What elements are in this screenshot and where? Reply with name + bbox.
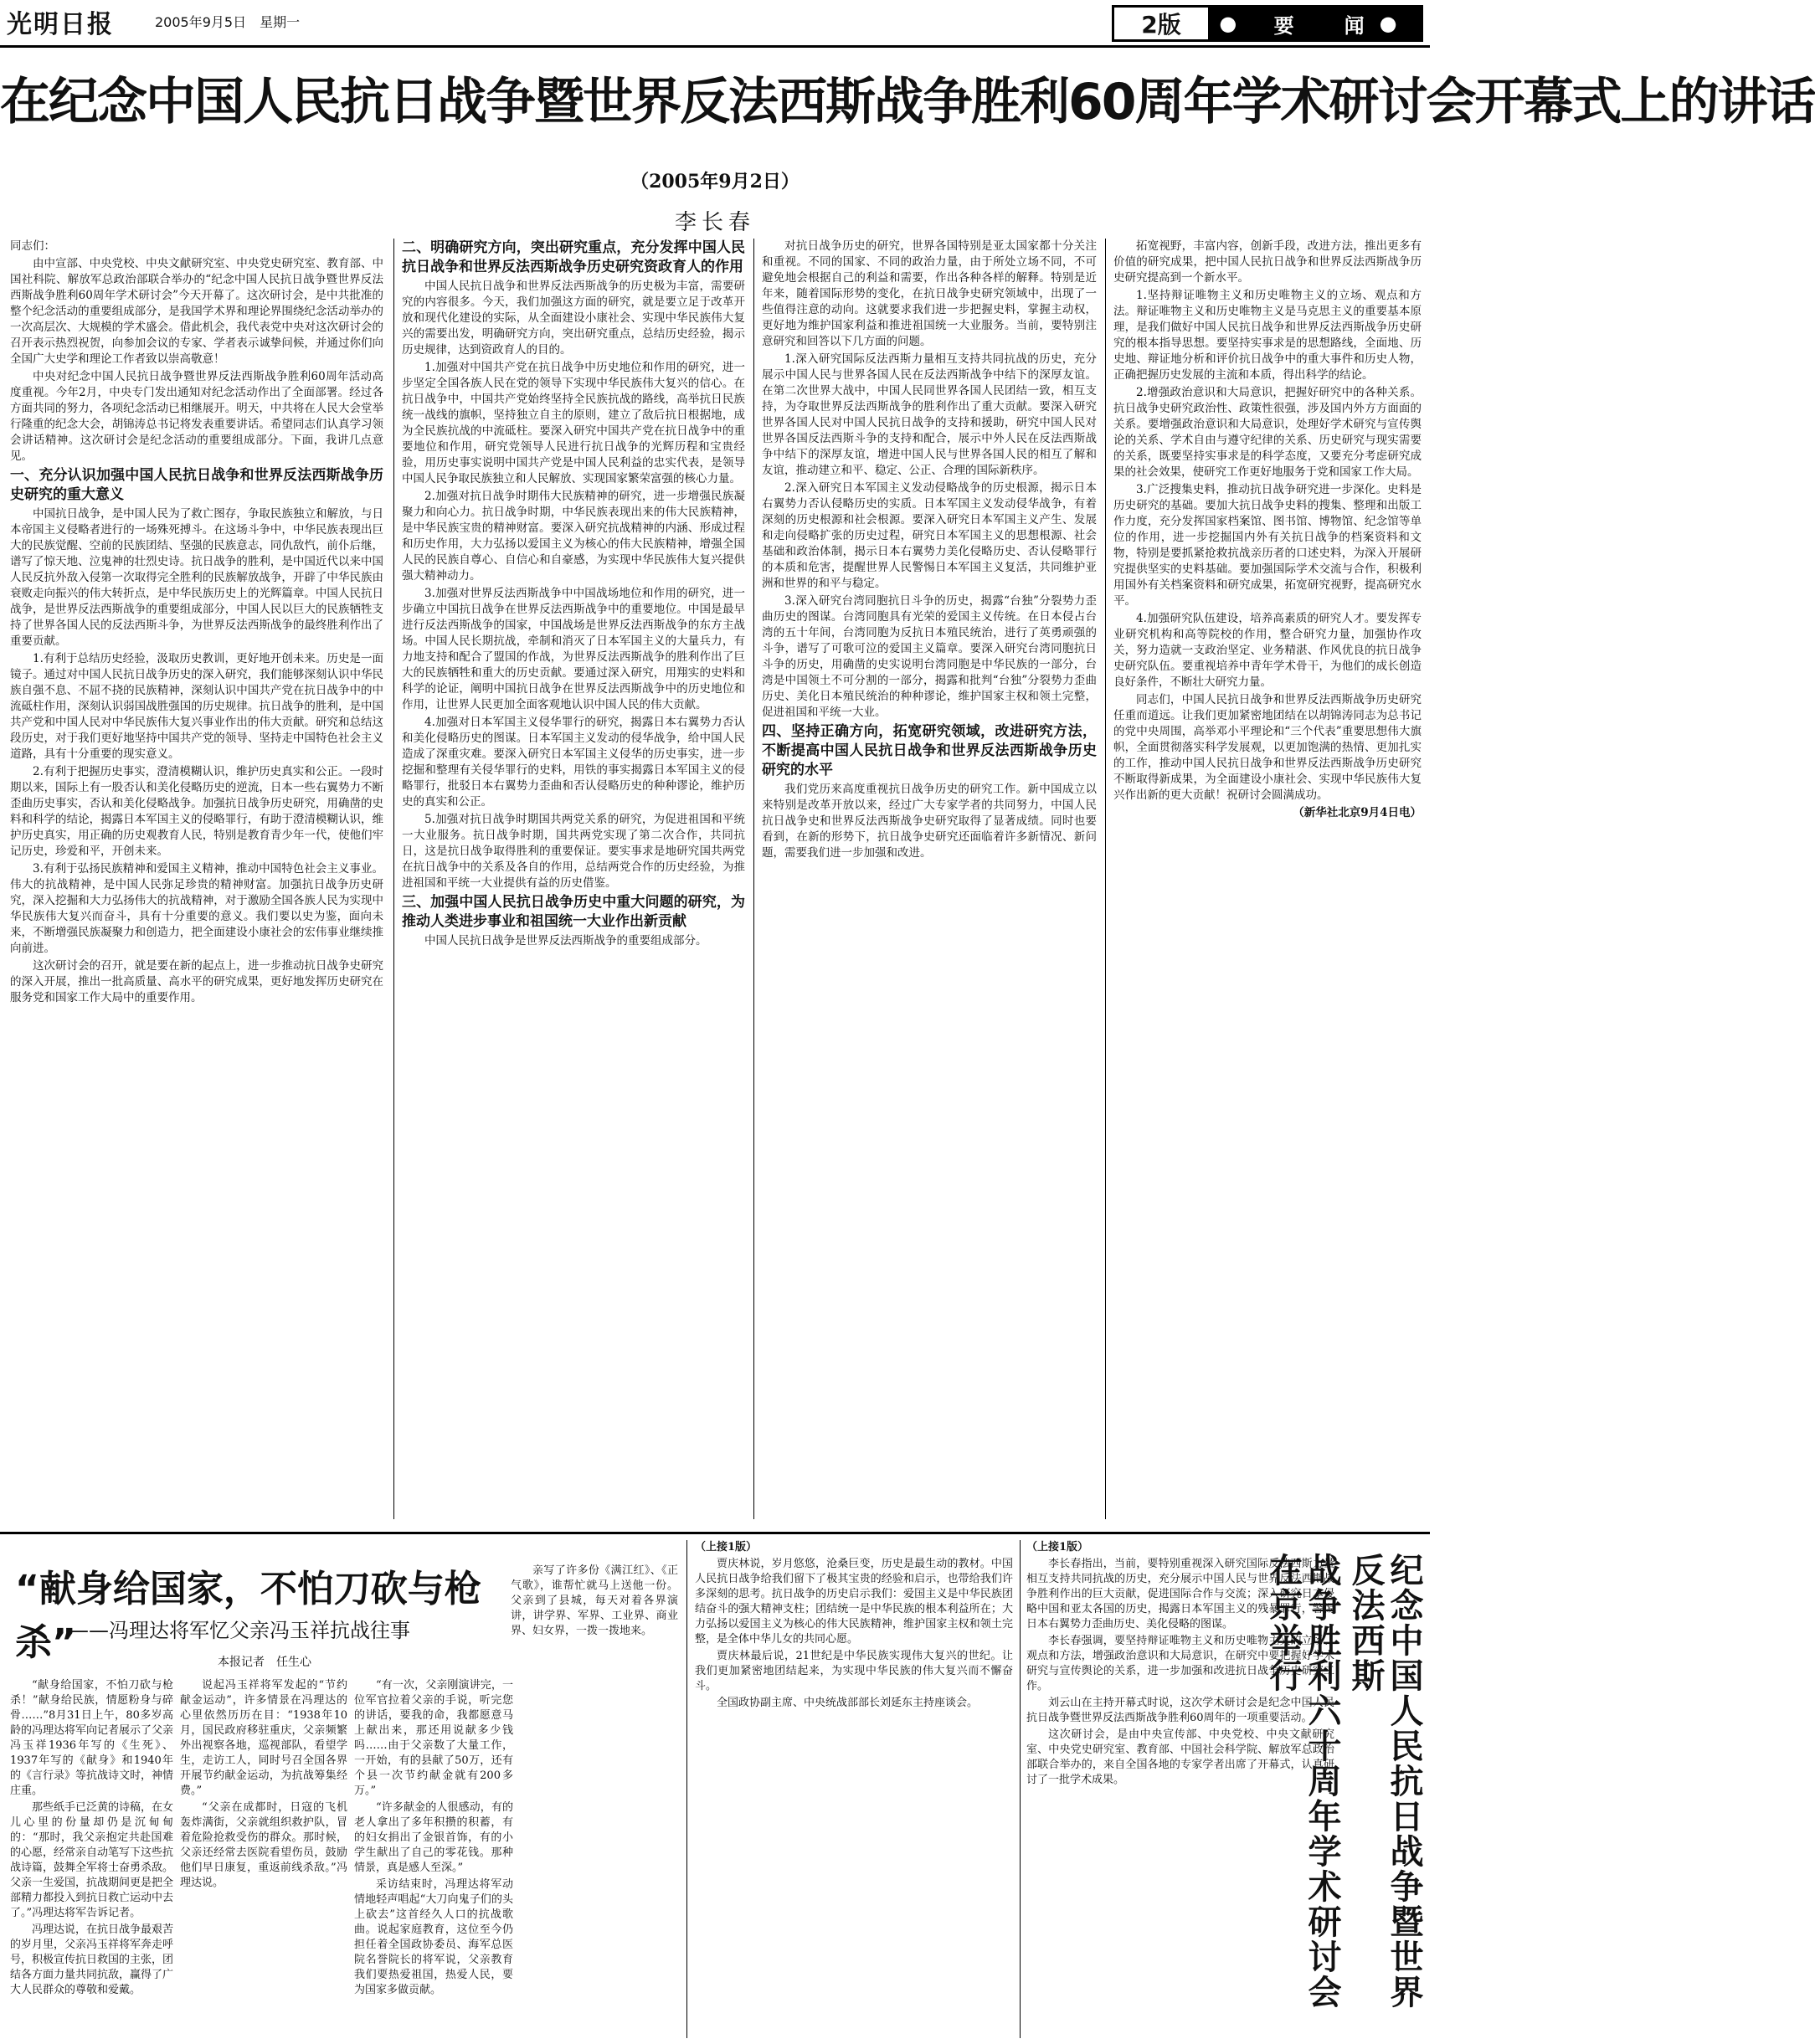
paragraph: 2.有利于把握历史事实，澄清模糊认识，维护历史真实和公正。一段时期以来，国际上有一股否认和美化侵略历史的逆流，日本一些右翼势力不断歪曲历史事实，否认和美化侵略战争。加强抗日战争历史研究，用确凿的史料和科学的结论，揭露日本军国主义的侵略罪行，有助于澄清模糊认识，维护历史真实，用正确的历史观教育人民，特别是教育青少年一代，使他们牢记历史，珍爱和平，开创未来。 <box>10 765 383 858</box>
article-author: 李长春 <box>674 210 755 235</box>
paragraph: 2.深入研究日本军国主义发动侵略战争的历史根源，揭示日本右翼势力否认侵略历史的实质。日本军国主义发动侵华战争，有着深刻的历史根源和社会根源。要深入研究日本军国主义产生、发展和走向侵略扩张的历史过程，研究日本军国主义的思想根源、社会基础和政治体制，揭示日本右翼势力美化侵略历史、否认侵略罪行的本质和危害，提醒世界人民警惕日本军国主义复活，共同维护亚洲和世界的和平与稳定。 <box>762 481 1097 590</box>
news-credit: （新华社北京9月4日电） <box>1293 806 1422 819</box>
paragraph: 同志们： <box>10 239 55 253</box>
paragraph: 由中宣部、中央党校、中央文献研究室、中央党史研究室、教育部、中国社科院、解放军总政治部联合举办的“纪念中国人民抗日战争暨世界反法西斯战争胜利60周年学术研讨会”今天开幕了。这次研讨会，是中共批准的整个纪念活动的重要组成部分，是我国学术界和理论界围绕纪念活动举办的一次高层次、大规模的学术盛会。借此机会，我代表党中央对这次研讨会的召开表示热烈祝贺，向参加会议的专家、学者表示诚挚问候，并通过你们向全国广大史学和理论工作者致以崇高敬意！ <box>10 257 383 366</box>
feature-headline: “献身给国家，不怕刀砍与枪杀” <box>15 1568 481 1664</box>
feature-column-1 <box>10 1678 173 2038</box>
column-divider <box>1020 1540 1021 2038</box>
section-name <box>1211 8 1421 39</box>
paragraph: 拓宽视野，丰富内容，创新手段，改进方法，推出更多有价值的研究成果，把中国人民抗日战争和世界反法西斯战争历史研究提高到一个新水平。 <box>1113 239 1422 285</box>
paragraph: 1.有利于总结历史经验，汲取历史教训，更好地开创未来。历史是一面镜子。通过对中国人民抗日战争历史的深入研究，我们能够深刻认识中华民族自强不息、不屈不挠的民族精神，深刻认识中国共产党在抗日战争中的中流砥柱作用，深刻认识弱国战胜强国的历史规律。抗日战争的胜利，是中国共产党和中国人民对中华民族伟大复兴事业作出的伟大贡献。研究和总结这段历史，对于我们更好地坚持中国共产党的领导、坚持走中国特色社会主义道路，具有十分重要的现实意义。 <box>10 652 383 761</box>
paragraph: 那些纸手已泛黄的诗稿，在女儿心里的份量却仍是沉甸甸的：“那时，我父亲抱定共赴国难的心愿，经常亲自动笔写下这些抗战诗篇，鼓舞全军将士奋勇杀敌。父亲一生爱国，抗战期间更是把全部精力都投入到抗日救亡运动中去了。”冯理达将军告诉记者。 <box>10 1801 174 1919</box>
paragraph: 这次研讨会，是由中央宣传部、中央党校、中央文献研究室、中央党史研究室、教育部、中国社会科学院、解放军总政治部联合举办的，来自全国各地的专家学者出席了开幕式，认真研讨了一批学术成果。 <box>1026 1728 1334 1786</box>
paragraph: 刘云山在主持开幕式时说，这次学术研讨会是纪念中国人民抗日战争暨世界反法西斯战争胜利60周年的一项重要活动。 <box>1026 1697 1334 1724</box>
section-subheading: 二、明确研究方向，突出研究重点，充分发挥中国人民抗日战争和世界反法西斯战争历史研究资政育人的作用 <box>402 239 745 275</box>
paragraph: （上接1版） <box>1026 1541 1089 1554</box>
feature-column-3 <box>354 1678 513 2038</box>
paragraph: 中国抗日战争，是中国人民为了救亡图存，争取民族独立和解放，与日本帝国主义侵略者进行的一场殊死搏斗。在这场斗争中，中华民族表现出巨大的民族觉醒、空前的民族团结、坚强的民族意志，同仇敌忾，前仆后继，谱写了惊天地、泣鬼神的壮烈史诗。抗日战争的胜利，是中国近代以来中国人民反抗外敌入侵第一次取得完全胜利的民族解放战争，开辟了中华民族由衰败走向振兴的伟大转折点，是中华民族历史上的光辉篇章。中国人民抗日战争，是世界反法西斯战争的重要组成部分，中国人民以巨大的民族牺牲支持了世界各国人民的反法西斯斗争，为世界反法西斯战争的最终胜利作出了重要贡献。 <box>10 507 383 648</box>
continued-column-1 <box>695 1540 1013 2038</box>
paragraph: 2.加强对抗日战争时期伟大民族精神的研究，进一步增强民族凝聚力和向心力。抗日战争时期，中华民族表现出来的伟大民族精神，是中华民族宝贵的精神财富。要深入研究抗战精神的内涵、形成过程和历史作用，大力弘扬以爱国主义为核心的伟大民族精神，增强全国人民的民族自尊心、自信心和自豪感，为实现中华民族伟大复兴提供强大精神动力。 <box>402 490 745 583</box>
paragraph: 3.加强对世界反法西斯战争中中国战场地位和作用的研究，进一步确立中国抗日战争在世界反法西斯战争中的重要地位。中国是最早进行反法西斯战争的国家，中国战场是世界反法西斯战争的东方主战场。中国人民长期抗战，牵制和消灭了日本军国主义的大量兵力，有力地支持和配合了盟国的作战，为世界反法西斯战争的胜利作出了巨大的民族牺牲和重大的历史贡献。要通过深入研究，用翔实的史料和科学的论证，阐明中国抗日战争在世界反法西斯战争中的历史地位和作用，让世界人民更加全面客观地认识中国人民的伟大贡献。 <box>402 587 745 711</box>
section-bullet-icon: ● <box>1219 12 1274 35</box>
paragraph: 1.深入研究国际反法西斯力量相互支持共同抗战的历史，充分展示中国人民与世界各国人民在反法西斯战争中结下的深厚友谊。在第二次世界大战中，中国人民同世界各国人民团结一致，相互支持，为夺取世界反法西斯战争的胜利作出了重大贡献。要深入研究世界各国人民对中国人民抗日战争的支持和援助，研究中国人民对世界各国反法西斯斗争的支持和配合，展示中外人民在反法西斯战争中结下的深厚友谊，增进中国人民与世界各国人民的相互了解和友谊，推动建立和平、稳定、公正、合理的国际新秩序。 <box>762 352 1097 477</box>
paragraph: 贾庆林最后说，21世纪是中华民族实现伟大复兴的世纪。让我们更加紧密地团结起来，为实现中华民族的伟大复兴而不懈奋斗。 <box>695 1650 1013 1692</box>
article-headline: 在纪念中国人民抗日战争暨世界反法西斯战争胜利60周年学术研讨会开幕式上的讲话 <box>0 73 1815 131</box>
column-divider <box>393 239 394 1519</box>
paragraph: 我们党历来高度重视抗日战争历史的研究工作。新中国成立以来特别是改革开放以来，经过广大专家学者的共同努力，中国人民抗日战争史和世界反法西斯战争史研究取得了显著成绩。同时也要看到，在新的形势下，抗日战争史研究还面临着许多新情况、新问题，需要我们进一步加强和改进。 <box>762 783 1097 860</box>
vertical-headline <box>1264 1553 1423 2038</box>
article-column-4 <box>1113 239 1422 1519</box>
paragraph: 中国人民抗日战争是世界反法西斯战争的重要组成部分。 <box>424 934 707 948</box>
article-column-3 <box>762 239 1097 1519</box>
paragraph: 全国政协副主席、中央统战部部长刘延东主持座谈会。 <box>717 1697 979 1709</box>
paragraph: 3.深入研究台湾同胞抗日斗争的历史，揭露“台独”分裂势力歪曲历史的图谋。台湾同胞具有光荣的爱国主义传统。在日本侵占台湾的五十年间，台湾同胞为反抗日本殖民统治，进行了英勇顽强的斗争，谱写了可歌可泣的爱国主义篇章。要深入研究台湾同胞抗日斗争的历史，用确凿的史实说明台湾同胞是中华民族的一部分，台湾是中国领土不可分割的一部分，揭露和批判“台独”分裂势力歪曲历史、美化日本殖民统治的种种谬论，维护国家主权和领土完整，促进祖国和平统一大业。 <box>762 594 1097 719</box>
section-subheading: 一、充分认识加强中国人民抗日战争和世界反法西斯战争历史研究的重大意义 <box>10 467 383 503</box>
paragraph: 冯理达说，在抗日战争最艰苦的岁月里，父亲冯玉祥将军奔走呼号，积极宣传抗日救国的主张，团结各方面力量共同抗敌，赢得了广大人民群众的尊敬和爱戴。 <box>10 1923 174 1996</box>
paragraph: 1.加强对中国共产党在抗日战争中历史地位和作用的研究，进一步坚定全国各族人民在党的领导下实现中华民族伟大复兴的信心。在抗日战争中，中国共产党始终坚持全民族抗战的路线，高举抗日民族统一战线的旗帜，坚持独立自主的原则，建立了敌后抗日根据地，成为全民族抗战的中流砥柱。要深入研究中国共产党在抗日战争中的重要地位和作用，研究党领导人民进行抗日战争的光辉历程和宝贵经验，用历史事实说明中国共产党是中国人民利益的忠实代表，是领导中国人民争取民族独立和人民解放、实现国家繁荣富强的核心力量。 <box>402 361 745 485</box>
paragraph: 同志们，中国人民抗日战争和世界反法西斯战争历史研究任重而道远。让我们更加紧密地团结在以胡锦涛同志为总书记的党中央周围，高举邓小平理论和“三个代表”重要思想伟大旗帜，全面贯彻落实科学发展观，以更加饱满的热情、更加扎实的工作，推动中国人民抗日战争和世界反法西斯战争历史研究不断取得新成果，为全面建设小康社会、实现中华民族伟大复兴作出新的更大贡献！祝研讨会圆满成功。 <box>1113 693 1422 802</box>
paragraph: 李长春强调，要坚持辩证唯物主义和历史唯物主义的立场、观点和方法，增强政治意识和大局意识，在研究中要把握好学术研究与宣传舆论的关系，进一步加强和改进抗日战争历史研究工作。 <box>1026 1635 1334 1692</box>
section-label: 要 闻 <box>1273 13 1380 38</box>
feature-column-2-top <box>511 1564 678 1672</box>
paragraph: 说起冯玉祥将军发起的“节约献金运动”，许多情景在冯理达的心里依然历历在目：“1938年10月，国民政府移驻重庆，父亲频繁外出视察各地，巡视部队，看望学生，走访工人，同时号召全国各界开展节约献金运动，为抗战筹集经费。” <box>180 1679 347 1797</box>
paragraph: “有一次，父亲刚演讲完，一位军官拉着父亲的手说，听完您的讲话，要我的命，我都愿意马上献出来，那还用说献多少钱吗……由于父亲数了大量工作，一开始，有的县献了50万，还有个县一次节约献金就有200多万。” <box>354 1679 513 1797</box>
newspaper-logo: 光明日报 <box>7 10 114 39</box>
paragraph: 5.加强对抗日战争时期国共两党关系的研究，为促进祖国和平统一大业服务。抗日战争时期，国共两党实现了第二次合作，共同抗日，这是抗日战争取得胜利的重要保证。要实事求是地研究国共两党在抗日战争中的关系及各自的作用，总结两党合作的历史经验，为推进祖国和平统一大业提供有益的历史借鉴。 <box>402 813 745 890</box>
paragraph: （上接1版） <box>695 1541 758 1554</box>
masthead-rule <box>0 45 1430 48</box>
article-column-1 <box>10 239 383 1519</box>
paragraph: 李长春指出，当前，要特别重视深入研究国际反法西斯力量相互支持共同抗战的历史，充分展示中国人民与世界反法西斯战争胜利作出的巨大贡献，促进国际合作与交流；深入研究日本侵略中国和亚太各国的历史，揭露日本军国主义的残暴罪行，警惕日本右翼势力歪曲历史、美化侵略的图谋。 <box>1026 1558 1334 1631</box>
paragraph: 贾庆林说，岁月悠悠，沧桑巨变，历史是最生动的教材。中国人民抗日战争给我们留下了极其宝贵的经验和启示，也带给我们许多深刻的思考。抗日战争的历史启示我们：爱国主义是中华民族团结奋斗的强大精神支柱；团结统一是中华民族的根本利益所在；大力弘扬以爱国主义为核心的伟大民族精神，维护国家主权和领土完整，是全体中华儿女的共同心愿。 <box>695 1558 1013 1646</box>
column-divider <box>1105 239 1106 1519</box>
section-rule <box>0 1532 1430 1534</box>
paragraph: 中央对纪念中国人民抗日战争暨世界反法西斯战争胜利60周年活动高度重视。今年2月，中央专门发出通知对纪念活动作出了全面部署。经过各方面共同的努力，各项纪念活动已相继展开。明天，中共将在人民大会堂举行隆重的纪念大会，胡锦涛总书记将发表重要讲话。希望同志们认真学习领会讲话精神。这次研讨会是纪念活动的重要组成部分。下面，我讲几点意见。 <box>10 370 383 463</box>
paragraph: 4.加强研究队伍建设，培养高素质的研究人才。要发挥专业研究机构和高等院校的作用，整合研究力量，加强协作攻关，努力造就一支政治坚定、业务精湛、作风优良的抗日战争史研究队伍。要重视培养中青年学术骨干，为他们的成长创造良好条件，不断壮大研究力量。 <box>1113 612 1422 689</box>
article-column-2 <box>402 239 745 1519</box>
paragraph: 4.加强对日本军国主义侵华罪行的研究，揭露日本右翼势力否认和美化侵略历史的图谋。日本军国主义发动的侵华战争，给中国人民造成了深重灾难。要深入研究日本军国主义侵华的历史事实，进一步挖掘和整理有关侵华罪行的史料，用铁的事实揭露日本军国主义的侵略罪行，批驳日本右翼势力歪曲和否认侵略历史的种种谬论，维护历史的真实和公正。 <box>402 716 745 809</box>
section-bullet-icon: ● <box>1379 12 1412 35</box>
feature-reporter: 本报记者 任生心 <box>218 1656 311 1669</box>
paragraph: 2.增强政治意识和大局意识，把握好研究中的各种关系。抗日战争史研究政治性、政策性很强，涉及国内外方方面面的关系。要增强政治意识和大局意识，处理好学术研究与宣传舆论的关系、学术自由与遵守纪律的关系、历史研究与现实需要的关系，既要坚持实事求是的科学态度，又要充分考虑研究成果的社会效果，使研究工作更好地服务于党和国家工作大局。 <box>1113 386 1422 479</box>
paragraph: 亲写了许多份《满江红》、《正气歌》，谁帮忙就马上送他一份。父亲到了县城，每天对着各界演讲，讲学界、军界、工业界、商业界、妇女界，一拨一拨地来。 <box>511 1564 678 1637</box>
paragraph: “献身给国家，不怕刀砍与枪杀！”献身给民族，情愿粉身与碎骨……”8月31日上午，80多岁高龄的冯理达将军向记者展示了父亲冯玉祥1936年写的《生死》、1937年写的《献身》和1940年的《言行录》等抗战诗文时，神情庄重。 <box>10 1679 174 1797</box>
issue-date: 2005年9月5日 星期一 <box>155 14 301 30</box>
section-subheading: 三、加强中国人民抗日战争历史中重大问题的研究，为推动人类进步事业和祖国统一大业作出新贡献 <box>402 894 745 930</box>
vertical-headline-line: 战争胜利六十周年学术研讨会在京举行 <box>1264 1553 1341 2010</box>
vertical-headline-line: 纪念中国人民抗日战争暨世界反法西斯 <box>1346 1553 1423 2010</box>
paragraph: “父亲在成都时，日寇的飞机轰炸满街，父亲就组织救护队，冒着危险抢救受伤的群众。那时候，父亲还经常去医院看望伤员，鼓励他们早日康复，重返前线杀敌。”冯理达说。 <box>180 1801 347 1889</box>
paragraph: 对抗日战争历史的研究，世界各国特别是亚太国家都十分关注和重视。不同的国家、不同的政治力量，由于所处立场不同，不可避免地会根据自己的利益和需要，作出各种各样的解释。特别是近年来，随着国际形势的变化，在抗日战争史研究领域中，出现了一些值得注意的动向。这就要求我们进一步把握史料，掌握主动权，更好地为维护国家利益和推进祖国统一大业服务。当前，要特别注意研究和回答以下几方面的问题。 <box>762 239 1097 348</box>
column-divider <box>753 239 754 1519</box>
paragraph: 3.有利于弘扬民族精神和爱国主义精神，推动中国特色社会主义事业。伟大的抗战精神，是中国人民弥足珍贵的精神财富。加强抗日战争历史研究，深入挖掘和大力弘扬伟大的抗战精神，对于激励全国各族人民为实现中华民族伟大复兴而奋斗，具有十分重要的意义。我们要以史为鉴，面向未来，不断增强民族凝聚力和创造力，把全面建设小康社会的宏伟事业继续推向前进。 <box>10 862 383 955</box>
section-subheading: 四、坚持正确方向，拓宽研究领域，改进研究方法，不断提高中国人民抗日战争和世界反法西斯战争历史研究的水平 <box>762 723 1097 778</box>
page-label-box <box>1112 5 1423 42</box>
page-number: 2版 <box>1114 8 1211 39</box>
paragraph: 采访结束时，冯理达将军动情地轻声唱起“大刀向鬼子们的头上砍去”这首经久人口的抗战歌曲。说起家庭教育，这位至今仍担任着全国政协委员、海军总医院名誉院长的将军说，父亲教育我们要热爱祖国，热爱人民，要为国家多做贡献。 <box>354 1878 513 1996</box>
feature-column-2 <box>180 1678 347 2038</box>
article-dateline: （2005年9月2日） <box>630 171 800 193</box>
paragraph: 3.广泛搜集史料，推动抗日战争研究进一步深化。史料是历史研究的基础。要加大抗日战争史料的搜集、整理和出版工作力度，充分发挥国家档案馆、图书馆、博物馆、纪念馆等单位的作用，进一步挖掘国内外有关抗日战争的档案资料和文物，特别是要抓紧抢救抗战亲历者的口述史料，为深入开展研究提供坚实的史料基础。要加强国际学术交流与合作，积极利用国外有关档案资料和研究成果，拓宽研究视野，提高研究水平。 <box>1113 483 1422 608</box>
column-divider <box>686 1540 687 2038</box>
paragraph: 1.坚持辩证唯物主义和历史唯物主义的立场、观点和方法。辩证唯物主义和历史唯物主义是马克思主义的重要基本原理，是我们做好中国人民抗日战争和世界反法西斯战争历史研究的根本指导思想。要坚持实事求是的思想路线，全面地、历史地、辩证地分析和评价抗日战争中的重大事件和历史人物，正确把握历史发展的主流和本质，得出科学的结论。 <box>1113 289 1422 382</box>
paragraph: “许多献金的人很感动，有的老人拿出了多年积攒的积蓄，有的妇女捐出了金银首饰，有的小学生献出了自己的零花钱。那种情景，真是感人至深。” <box>354 1801 513 1874</box>
feature-subtitle: ——冯理达将军忆父亲冯玉祥抗战往事 <box>69 1619 410 1642</box>
paragraph: 这次研讨会的召开，就是要在新的起点上，进一步推动抗日战争史研究的深入开展，推出一批高质量、高水平的研究成果，更好地发挥历史研究在服务党和国家工作大局中的重要作用。 <box>10 959 383 1004</box>
paragraph: 中国人民抗日战争和世界反法西斯战争的历史极为丰富，需要研究的内容很多。今天，我们加强这方面的研究，就是要立足于改革开放和现代化建设的实际，从全面建设小康社会、实现中华民族伟大复兴的需要出发，明确研究方向，突出研究重点，总结历史经验，揭示历史规律，达到资政育人的目的。 <box>402 280 745 357</box>
